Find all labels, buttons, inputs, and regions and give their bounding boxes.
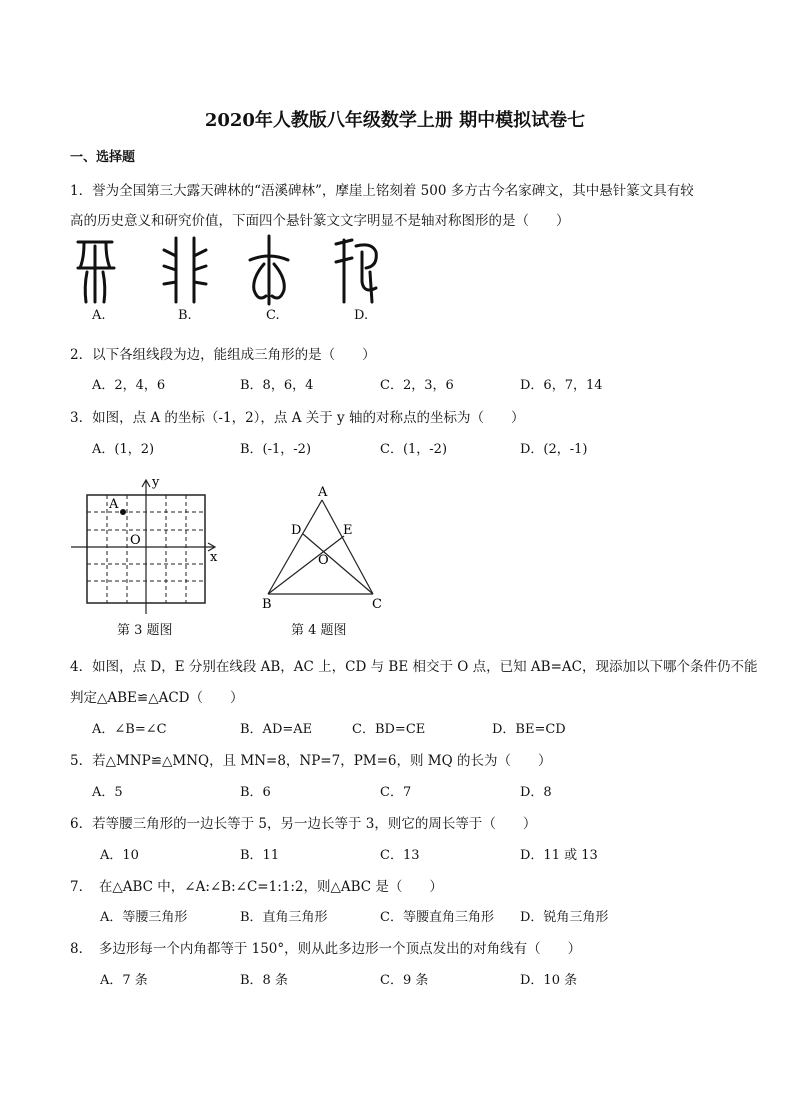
seal-char-b	[164, 238, 206, 302]
q3-option-c: C．(1，-2)	[380, 442, 448, 457]
q7-option-a: A．等腰三角形	[100, 910, 188, 925]
q8-option-d: D．10 条	[520, 973, 578, 988]
fig4-label-b: B	[262, 597, 272, 612]
q1-stem-line1: 1．誉为全国第三大露天碑林的“浯溪碑林”，摩崖上铭刻着 500 多方古今名家碑文，其中悬针篆文具有较	[70, 183, 694, 199]
q3-option-d: D．(2，-1)	[520, 442, 588, 457]
q4-option-c: C．BD=CE	[352, 722, 426, 737]
fig4-label-o: O	[318, 553, 329, 568]
q2-option-c: C．2，3，6	[380, 378, 454, 393]
fig4-label-c: C	[372, 597, 382, 612]
fig3-label-a: A	[109, 497, 119, 512]
q5-option-b: B．6	[240, 785, 271, 800]
q6-option-a: A．10	[100, 848, 139, 863]
q8-option-a: A．7 条	[100, 973, 148, 988]
q3-option-b: B．(-1，-2)	[240, 442, 312, 457]
q8-option-c: C．9 条	[380, 973, 429, 988]
fig4-label-e: E	[343, 523, 353, 538]
q4-option-d: D．BE=CD	[492, 722, 566, 737]
seal-char-d	[336, 240, 376, 302]
fig3-label-o: O	[130, 533, 141, 548]
seal-script-characters	[70, 232, 390, 308]
q2-option-a: A．2，4，6	[92, 378, 166, 393]
q6-option-d: D．11 或 13	[520, 848, 598, 863]
q3-stem: 3．如图，点 A 的坐标（-1，2），点 A 关于 y 轴的对称点的坐标为（ ）	[70, 410, 525, 426]
q1-option-a: A.	[92, 308, 106, 323]
q1-option-d: D.	[354, 308, 369, 323]
q7-option-c: C．等腰直角三角形	[380, 910, 494, 925]
fig3-label-x: x	[210, 550, 218, 565]
q5-option-a: A．5	[92, 785, 123, 800]
q5-option-c: C．7	[380, 785, 412, 800]
q4-option-a: A．∠B=∠C	[92, 722, 167, 737]
q2-option-d: D．6，7，14	[520, 378, 603, 393]
q4-stem-line1: 4．如图，点 D，E 分别在线段 AB，AC 上，CD 与 BE 相交于 O 点，已知 AB=AC，现添加以下哪个条件仍不能	[70, 659, 758, 675]
q4-option-b: B．AD=AE	[240, 722, 313, 737]
fig4-label-d: D	[291, 523, 302, 538]
q1-option-c: C.	[266, 308, 280, 323]
q6-option-b: B．11	[240, 848, 280, 863]
q2-option-b: B．8，6，4	[240, 378, 314, 393]
page-title: 2020年人教版八年级数学上册 期中模拟试卷七	[204, 110, 586, 131]
seal-char-a	[78, 242, 114, 302]
fig3-label-y: y	[152, 475, 160, 490]
q7-option-d: D．锐角三角形	[520, 910, 609, 925]
q7-stem: 7． 在△ABC 中，∠A:∠B:∠C=1:1:2，则△ABC 是（ ）	[70, 879, 443, 895]
q7-option-b: B．直角三角形	[240, 910, 328, 925]
seal-char-c	[250, 236, 288, 304]
figure-4-triangle	[254, 480, 394, 614]
figure-3-caption: 第 3 题图	[117, 623, 173, 638]
q4-stem-line2: 判定△ABE≌△ACD（ ）	[70, 690, 244, 706]
figure-3-coordinate-grid	[66, 474, 226, 614]
q6-option-c: C．13	[380, 848, 420, 863]
q3-option-a: A．(1，2)	[92, 442, 155, 457]
q1-stem-line2: 高的历史意义和研究价值，下面四个悬针篆文文字明显不是轴对称图形的是（ ）	[70, 213, 570, 229]
q5-option-d: D．8	[520, 785, 552, 800]
q5-stem: 5．若△MNP≌△MNQ，且 MN=8，NP=7，PM=6，则 MQ 的长为（ ）	[70, 753, 552, 769]
q1-option-b: B.	[178, 308, 192, 323]
q8-stem: 8． 多边形每一个内角都等于 150°，则从此多边形一个顶点发出的对角线有（ ）	[70, 941, 582, 957]
fig4-label-a: A	[318, 485, 328, 500]
q2-stem: 2．以下各组线段为边，能组成三角形的是（ ）	[70, 347, 376, 363]
q6-stem: 6．若等腰三角形的一边长等于 5，另一边长等于 3，则它的周长等于（ ）	[70, 816, 537, 832]
q8-option-b: B．8 条	[240, 973, 288, 988]
section-heading: 一、选择题	[70, 150, 136, 165]
figure-4-caption: 第 4 题图	[291, 623, 347, 638]
